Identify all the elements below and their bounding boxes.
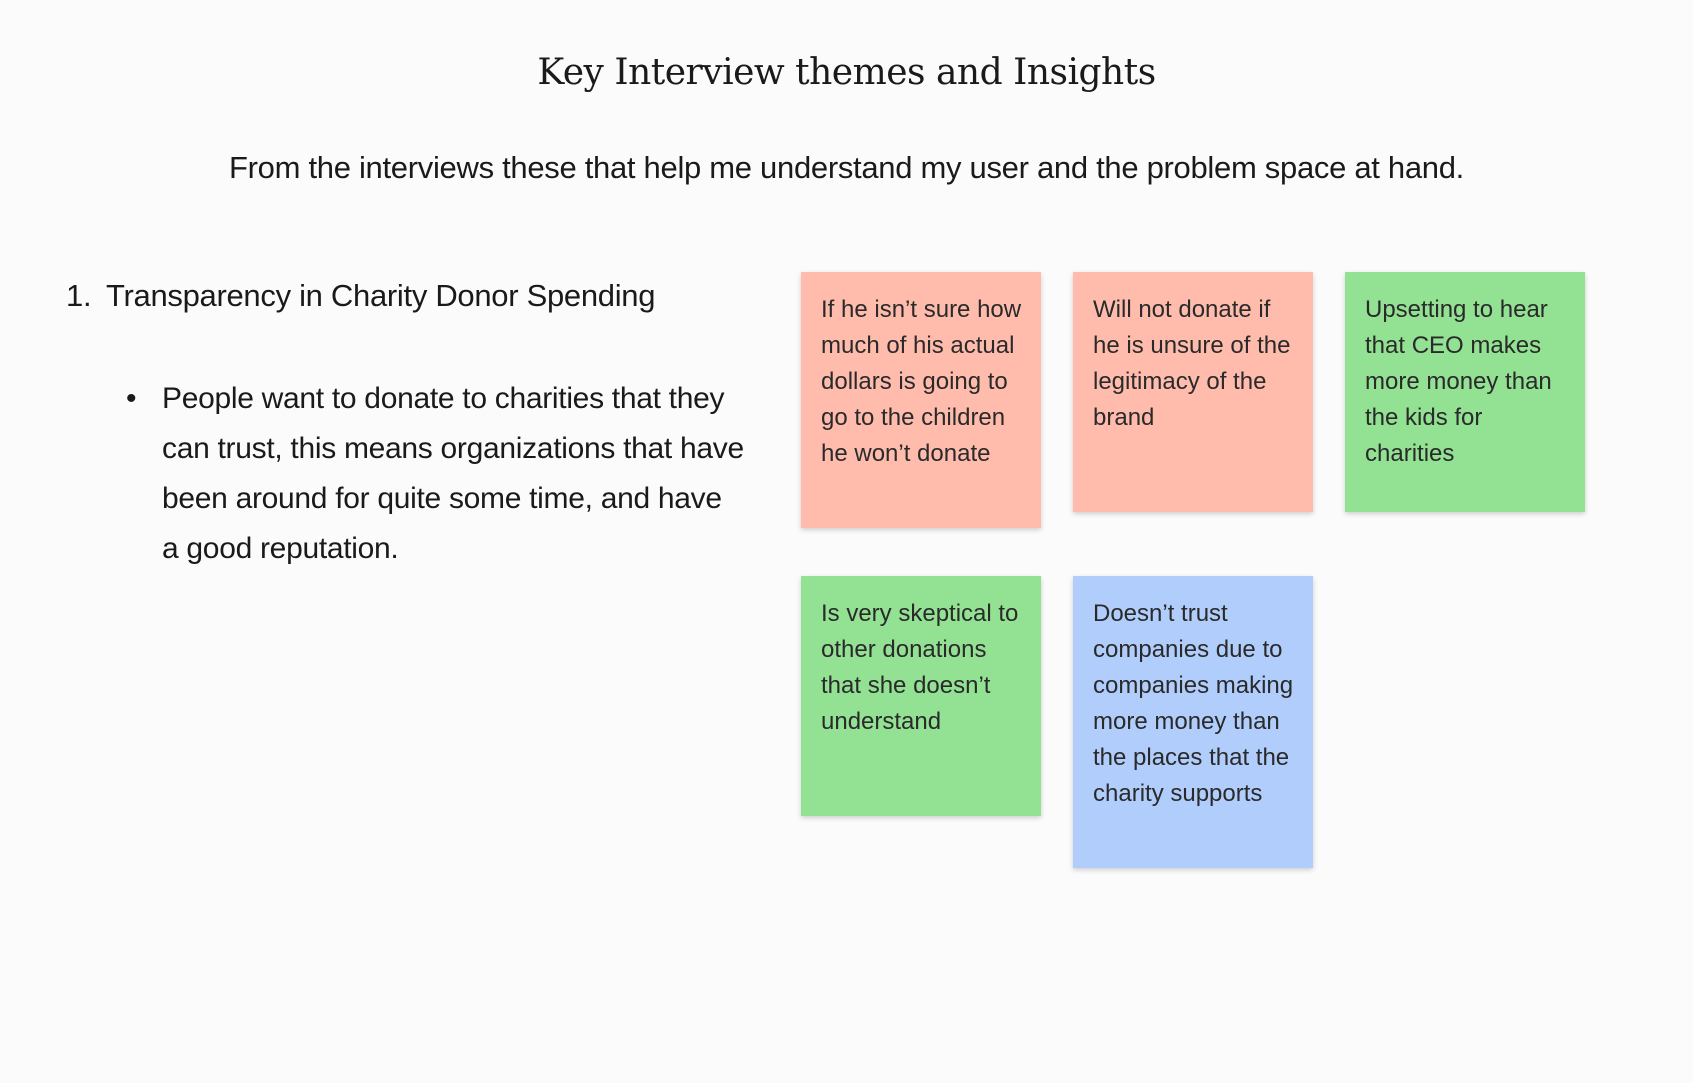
bullet-icon: • (126, 382, 137, 415)
theme-number: 1. (66, 278, 92, 313)
sticky-note-text: Will not donate if he is unsure of the legitimacy of the brand (1093, 296, 1291, 431)
theme-title: Transparency in Charity Donor Spending (106, 278, 656, 313)
sticky-note[interactable] (1345, 272, 1585, 512)
page-subtitle: From the interviews these that help me understand my user and the problem space at hand. (229, 150, 1464, 185)
insight-bullet-item (126, 374, 746, 574)
sticky-note-text: Doesn’t trust companies due to companies making more money than the places that the charity supports (1093, 600, 1294, 807)
sticky-note-text: If he isn’t sure how much of his actual dollars is going to go to the children he won’t donate (821, 296, 1022, 467)
sticky-note[interactable] (1073, 576, 1313, 868)
insight-text: People want to donate to charities that they can trust, this means organizations that have been around for quite some time, and have a good reputation. (162, 382, 744, 565)
sticky-note-text: Upsetting to hear that CEO makes more money than the kids for charities (1365, 296, 1552, 467)
sticky-note[interactable] (801, 272, 1041, 528)
sticky-note[interactable] (1073, 272, 1313, 512)
theme-heading (66, 278, 655, 314)
sticky-note-text: Is very skeptical to other donations that she doesn’t understand (821, 600, 1019, 735)
page-title: Key Interview themes and Insights (537, 52, 1156, 93)
sticky-note[interactable] (801, 576, 1041, 816)
